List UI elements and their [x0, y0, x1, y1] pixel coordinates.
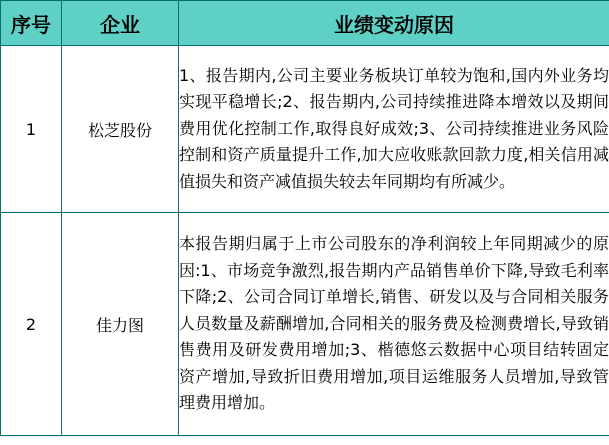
row-reason: 1、报告期内,公司主要业务板块订单较为饱和,国内外业务均实现平稳增长;2、报告期内,公司持续推进降本增效以及期间费用优化控制工作,取得良好成效;3、公司持续推进业务风险控制和资产质量提升工作,加大应收账款回款力度,相关信用减值损失和资产减值损失较去年同期均有所减少。: [179, 46, 609, 213]
row-reason: 本报告期归属于上市公司股东的净利润较上年同期减少的原因:1、市场竞争激烈,报告期内产品销售单价下降,导致毛利率下降;2、公司合同订单增长,销售、研发以及与合同相关服务人员数量及薪酬增加,合同相关的服务费及检测费增长,导致销售费用及研发费用增加;3、楷德悠云数据中心项目结转固定资产增加,导致折旧费用增加,项目运维服务人员增加,导致管理费用增加。: [179, 213, 609, 436]
table-row: [1, 213, 609, 436]
header-row: [1, 1, 609, 46]
header-company: 企业: [62, 1, 179, 46]
row-company: 佳力图: [62, 213, 179, 436]
header-index: 序号: [1, 1, 62, 46]
header-reason: 业绩变动原因: [179, 1, 609, 46]
row-index: 2: [1, 213, 62, 436]
row-index: 1: [1, 46, 62, 213]
table-row: [1, 46, 609, 213]
row-company: 松芝股份: [62, 46, 179, 213]
